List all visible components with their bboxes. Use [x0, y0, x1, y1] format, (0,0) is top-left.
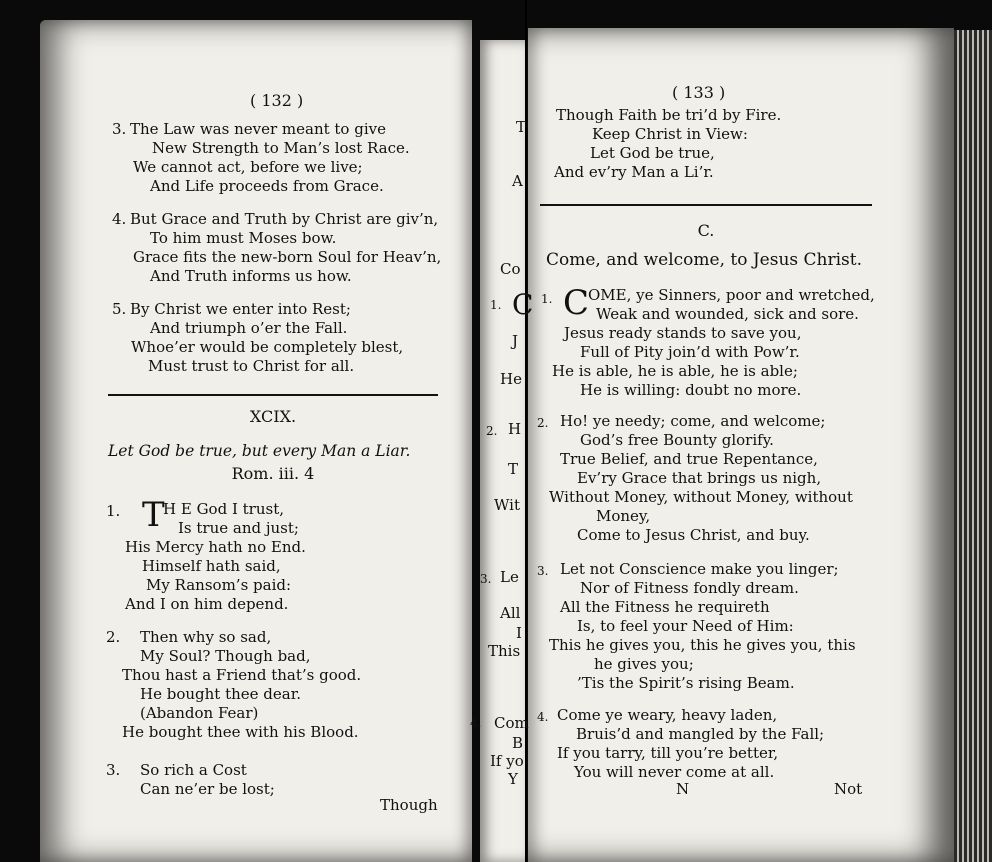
verse-line: The Law was never meant to give	[130, 120, 386, 138]
verse-line: New Strength to Man’s lost Race.	[152, 139, 410, 157]
stanza-number: 3.	[537, 564, 549, 578]
verse-line: You will never come at all.	[574, 763, 775, 781]
verse-line: Whoe’er would be completely blest,	[131, 338, 404, 356]
fragment-text: I	[516, 624, 522, 642]
fragment-text: C	[512, 288, 534, 321]
verse-line: Nor of Fitness fondly dream.	[580, 579, 799, 597]
signature-mark: N	[676, 780, 690, 798]
verse-line: he gives you;	[594, 655, 694, 673]
verse-line: He is able, he is able, he is able;	[552, 362, 798, 380]
verse-line: Without Money, without Money, without	[549, 488, 853, 506]
hymn-title: Come, and welcome, to Jesus Christ.	[546, 250, 863, 270]
verse-line: And Truth informs us how.	[150, 267, 352, 285]
fragment-text: This	[488, 642, 521, 660]
fragment-text: Y	[508, 770, 518, 788]
verse-line: Is true and just;	[178, 519, 299, 537]
fragment-text: All	[500, 604, 521, 622]
verse-line: (Abandon Fear)	[140, 704, 259, 722]
verse-line: Come to Jesus Christ, and buy.	[577, 526, 810, 544]
drop-cap: T	[142, 495, 165, 535]
fragment-text: 3.	[480, 572, 492, 586]
verse-line: We cannot act, before we live;	[133, 158, 363, 176]
scripture-reference: Rom. iii. 4	[231, 464, 315, 483]
fragment-text: He	[500, 370, 522, 388]
verse-line: Though Faith be tri’d by Fire.	[556, 106, 782, 124]
verse-line: Must trust to Christ for all.	[148, 357, 355, 375]
verse-line: By Christ we enter into Rest;	[130, 300, 351, 318]
fragment-text: Le	[500, 568, 519, 586]
stanza-number: 5.	[112, 300, 127, 318]
hymn-number: C.	[697, 221, 715, 240]
verse-line: Let not Conscience make you linger;	[560, 560, 839, 578]
verse-line: Himself hath said,	[142, 557, 281, 575]
verse-line: Thou hast a Friend that’s good.	[122, 666, 362, 684]
verse-line: Is, to feel your Need of Him:	[577, 617, 794, 635]
verse-line: Money,	[596, 507, 651, 525]
fragment-text: T	[516, 118, 527, 136]
fragment-text: Co	[500, 260, 521, 278]
verse-line: He bought thee dear.	[140, 685, 302, 703]
verse-line: Then why so sad,	[140, 628, 272, 646]
stanza-number: 1.	[541, 292, 553, 306]
stanza-number: 4.	[537, 710, 549, 724]
verse-line: His Mercy hath no End.	[125, 538, 306, 556]
verse-line: Full of Pity join’d with Pow’r.	[580, 343, 800, 361]
stanza-number: 4.	[112, 210, 127, 228]
verse-line: And I on him depend.	[125, 595, 289, 613]
verse-line: H E God I trust,	[163, 500, 284, 518]
fragment-text: H	[508, 420, 522, 438]
verse-line: Jesus ready stands to save you,	[564, 324, 802, 342]
verse-line: This he gives you, this he gives you, this	[549, 636, 856, 654]
verse-line: And Life proceeds from Grace.	[150, 177, 384, 195]
page-number-right: ( 133 )	[672, 83, 726, 102]
verse-line: My Soul? Though bad,	[140, 647, 311, 665]
verse-line: To him must Moses bow.	[150, 229, 337, 247]
fragment-text: B	[512, 734, 524, 752]
verse-line: He is willing: doubt no more.	[580, 381, 802, 399]
page-number-left: ( 132 )	[250, 91, 304, 110]
verse-line: All the Fitness he requireth	[560, 598, 770, 616]
verse-line: So rich a Cost	[140, 761, 247, 779]
verse-line: OME, ye Sinners, poor and wretched,	[588, 286, 875, 304]
drop-cap: C	[563, 283, 590, 323]
verse-line: But Grace and Truth by Christ are giv’n,	[130, 210, 439, 228]
fragment-text: Com	[494, 714, 529, 732]
verse-line: My Ransom’s paid:	[146, 576, 292, 594]
hymn-number: XCIX.	[249, 407, 297, 426]
verse-line: If you tarry, till you’re better,	[557, 744, 779, 762]
verse-line: ’Tis the Spirit’s rising Beam.	[577, 674, 795, 692]
verse-line: And triumph o’er the Fall.	[150, 319, 348, 337]
fragment-text: 1.	[490, 298, 502, 312]
verse-line: Ev’ry Grace that brings us nigh,	[577, 469, 822, 487]
verse-line: And ev’ry Man a Li’r.	[554, 163, 714, 181]
hymn-title: Let God be true, but every Man a Liar.	[108, 442, 411, 460]
verse-line: Ho! ye needy; come, and welcome;	[560, 412, 826, 430]
stanza-number: 3.	[112, 120, 127, 138]
catchword: Though	[380, 796, 438, 814]
catchword: Not	[834, 780, 863, 798]
stanza-number: 2.	[537, 416, 549, 430]
book-page-edges	[954, 30, 992, 862]
fragment-text: If yo	[490, 752, 524, 770]
stanza-number: 3.	[106, 761, 121, 779]
section-rule	[108, 394, 438, 396]
verse-line: Come ye weary, heavy laden,	[557, 706, 778, 724]
verse-line: Bruis’d and mangled by the Fall;	[576, 725, 825, 743]
verse-line: God’s free Bounty glorify.	[580, 431, 774, 449]
fragment-text: Wit	[494, 496, 520, 514]
verse-line: Grace fits the new-born Soul for Heav’n,	[133, 248, 442, 266]
fragment-text: A	[512, 172, 523, 190]
stanza-number: 2.	[106, 628, 121, 646]
stanza-number: 1.	[106, 502, 121, 520]
fragment-text: T	[508, 460, 519, 478]
fragment-text: 2.	[486, 424, 498, 438]
section-rule	[540, 204, 872, 206]
verse-line: Keep Christ in View:	[592, 125, 748, 143]
verse-line: Weak and wounded, sick and sore.	[596, 305, 859, 323]
verse-line: He bought thee with his Blood.	[122, 723, 359, 741]
fragment-text: J	[512, 332, 519, 350]
verse-line: Let God be true,	[590, 144, 715, 162]
verse-line: Can ne’er be lost;	[140, 780, 275, 798]
fragment-text: 4.	[470, 716, 482, 730]
verse-line: True Belief, and true Repentance,	[560, 450, 818, 468]
